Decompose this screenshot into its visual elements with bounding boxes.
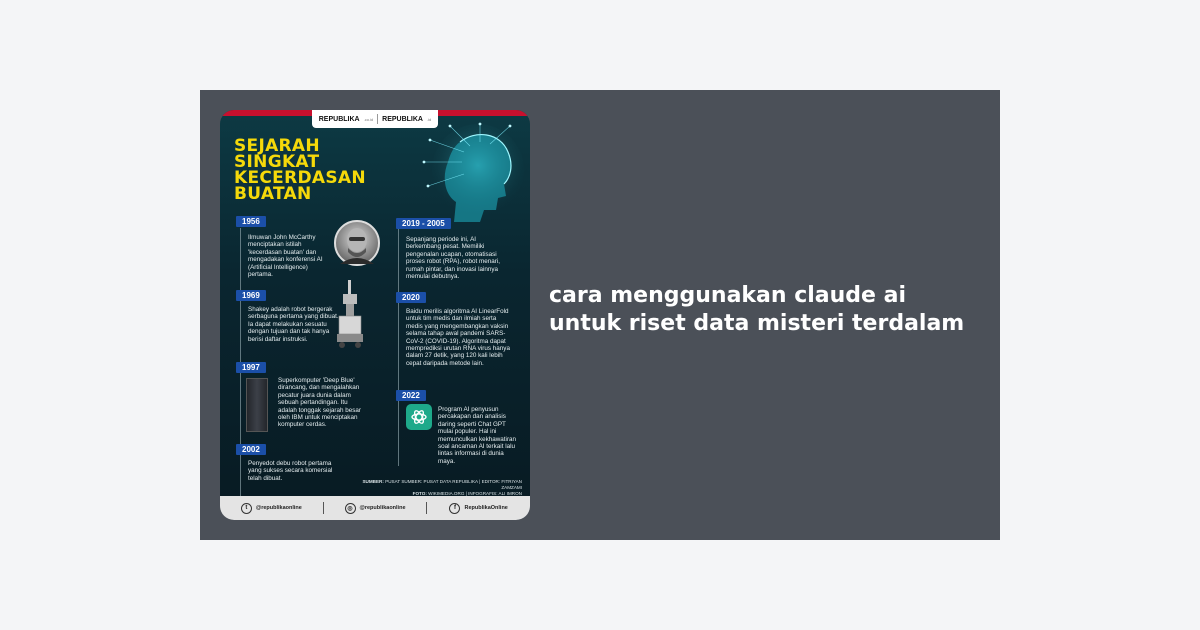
- timeline-text-2022: Program AI penyusun percakapan dan analisis daring seperti Chat GPT mulai populer. Hal ini memunculkan kekhawatiran soal ancaman AI terkait lalu lintas informasi di dunia maya.: [438, 406, 517, 465]
- timeline-text-1997: Superkomputer 'Deep Blue' dirancang, dan mengalahkan pecatur juara dunia dalam sebuah pertandingan. Itu adalah tonggak sejarah besar oleh IBM untuk menciptakan komputer cerdas.: [278, 377, 361, 429]
- year-badge-1997: 1997: [236, 362, 266, 373]
- social-twitter: t @republikaonline: [220, 503, 323, 514]
- social-facebook: f RepublikaOnline: [427, 503, 530, 514]
- timeline-text-2020: Baidu merilis algoritma AI LinearFold untuk tim medis dan ilmiah serta medis yang mengembangkan vaksin selama tahap awal pandemi SARS-CoV-2 (COVID-19). Algoritma dapat memprediksi urutan RNA virus hanya dalam 27 detik, yang 120 kali lebih cepat daripada metode lain.: [406, 308, 510, 367]
- source-credits: SUMBER: PUSAT SUMBER: PUSAT DATA REPUBLIKA | EDITOR: FITRIYAN ZAMZAMI FOTO: WIKIMEDIA.ORG | INFOGRAFIS: ALI IMRON: [362, 479, 522, 496]
- infographic-poster: [220, 110, 530, 520]
- year-badge-1969: 1969: [236, 290, 266, 301]
- brand-logo: REPUBLIKA .co.id REPUBLIKA .id: [312, 110, 438, 128]
- timeline-text-1969: Shakey adalah robot bergerak serbaguna pertama yang dibuat. Ia dapat melakukan sesuatu dengan tujuan dan tak hanya berisi daftar instruksi.: [248, 306, 339, 343]
- ai-head-illustration-icon: [420, 122, 530, 232]
- social-instagram: ◎ @republikaonline: [324, 503, 427, 514]
- year-badge-2020: 2020: [396, 292, 426, 303]
- timeline-text-2002: Penyedot debu robot pertama yang sukses secara komersial telah dibuat.: [248, 460, 333, 482]
- timeline-text-2019-2005: Sepanjang periode ini, AI berkembang pesat. Memiliki pengenalan ucapan, otomatisasi proses robot (RPA), robot menari, rumah pintar, dan inovasi lainnya memulai debutnya.: [406, 236, 501, 281]
- preview-card[interactable]: [200, 90, 1000, 540]
- mccarthy-photo: [334, 220, 380, 266]
- poster-title: SEJARAH SINGKAT KECERDASAN BUATAN: [234, 136, 366, 204]
- facebook-icon: f: [449, 503, 460, 514]
- preview-caption: cara menggunakan claude ai untuk riset data misteri terdalam: [549, 283, 965, 336]
- social-footer: [220, 496, 530, 520]
- year-badge-2002: 2002: [236, 444, 266, 455]
- timeline-text-1956: Ilmuwan John McCarthy menciptakan istilah 'kecerdasan buatan' dan mengadakan konferensi AI (Artificial Intelligence) pertama.: [248, 234, 323, 279]
- year-badge-2019-2005: 2019 - 2005: [396, 218, 451, 229]
- deep-blue-computer: [246, 378, 268, 432]
- brand-divider: [377, 114, 378, 124]
- instagram-icon: ◎: [345, 503, 356, 514]
- chatgpt-logo-icon: [406, 404, 432, 430]
- year-badge-1956: 1956: [236, 216, 266, 227]
- timeline-line-right: [398, 228, 399, 466]
- shakey-robot-icon: [334, 280, 366, 350]
- twitter-icon: t: [241, 503, 252, 514]
- year-badge-2022: 2022: [396, 390, 426, 401]
